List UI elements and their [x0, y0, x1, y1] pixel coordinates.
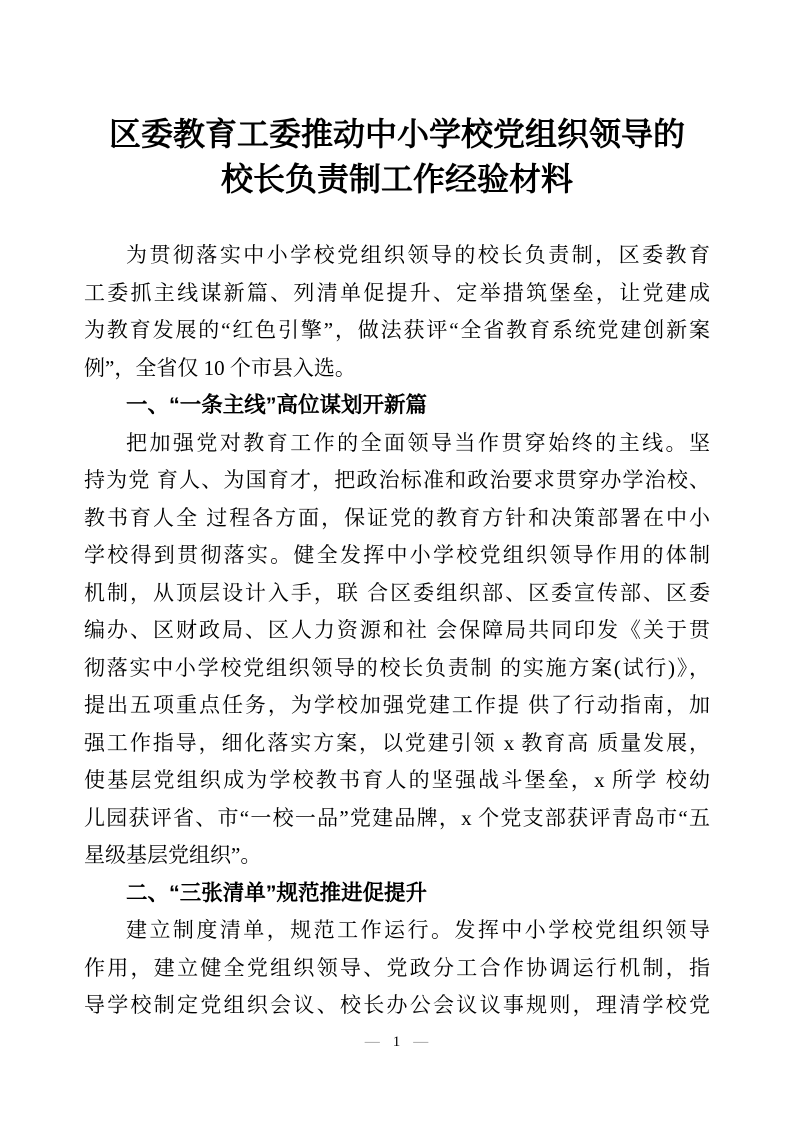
section1-paragraph-line: 学校得到贯彻落实。健全发挥中小学校党组织领导作用的体制	[84, 543, 710, 567]
section2-paragraph-line: 建立制度清单，规范工作运行。发挥中小学校党组织领导	[126, 918, 710, 942]
section2-paragraph-line: 导学校制定党组织会议、校长办公会议议事规则，理清学校党	[84, 993, 710, 1017]
intro-paragraph-line: 例”，全省仅 10 个市县入选。	[84, 355, 356, 380]
section2-paragraph-line: 作用，建立健全党组织领导、党政分工合作协调运行机制，指	[84, 955, 710, 980]
footer-dash-left: —	[364, 1034, 380, 1050]
intro-paragraph-line: 为贯彻落实中小学校党组织领导的校长负责制，区委教育	[126, 243, 710, 267]
document-body	[84, 237, 710, 1025]
intro-paragraph-line: 为教育发展的“红色引擎”，做法获评“全省教育系统党建创新案	[84, 318, 710, 342]
section1-paragraph-line: 编办、区财政局、区人力资源和社 会保障局共同印发《关于贯	[84, 618, 710, 642]
document-title	[84, 112, 710, 202]
section1-paragraph-line: 机制，从顶层设计入手，联 合区委组织部、区委宣传部、区委	[84, 580, 710, 605]
section1-paragraph-line: 彻落实中小学校党组织领导的校长负责制 的实施方案(试行)》，	[84, 655, 710, 680]
section1-paragraph-line: 把加强党对教育工作的全面领导当作贯穿始终的主线。坚	[126, 430, 710, 455]
title-line-2: 校长负责制工作经验材料	[220, 161, 573, 197]
section1-paragraph-line: 星级基层党组织”。	[84, 843, 262, 867]
section2-heading: 二、“三张清单”规范推进促提升	[126, 880, 428, 905]
section1-paragraph-line: 持为党 育人、为国育才，把政治标准和政治要求贯穿办学治校、	[84, 468, 710, 492]
page-number: 1	[392, 1034, 401, 1050]
section1-paragraph-line: 儿园获评省、市“一校一品”党建品牌，x 个党支部获评青岛市“五	[84, 805, 710, 830]
section1-paragraph-line: 提出五项重点任务，为学校加强党建工作提 供了行动指南，加	[84, 693, 710, 717]
section1-heading: 一、“一条主线”高位谋划开新篇	[126, 393, 428, 417]
footer-dash-right: —	[413, 1034, 429, 1050]
section1-paragraph-line: 强工作指导，细化落实方案，以党建引领 x 教育高 质量发展，	[84, 730, 710, 755]
page-footer	[0, 1032, 793, 1052]
title-line-1: 区委教育工委推动中小学校党组织领导的	[108, 116, 685, 152]
section1-paragraph-line: 使基层党组织成为学校教书育人的坚强战斗堡垒，x 所学 校幼	[84, 768, 710, 792]
section1-paragraph-line: 教书育人全 过程各方面，保证党的教育方针和决策部署在中小	[84, 505, 710, 530]
intro-paragraph-line: 工委抓主线谋新篇、列清单促提升、定举措筑堡垒，让党建成	[84, 280, 710, 305]
